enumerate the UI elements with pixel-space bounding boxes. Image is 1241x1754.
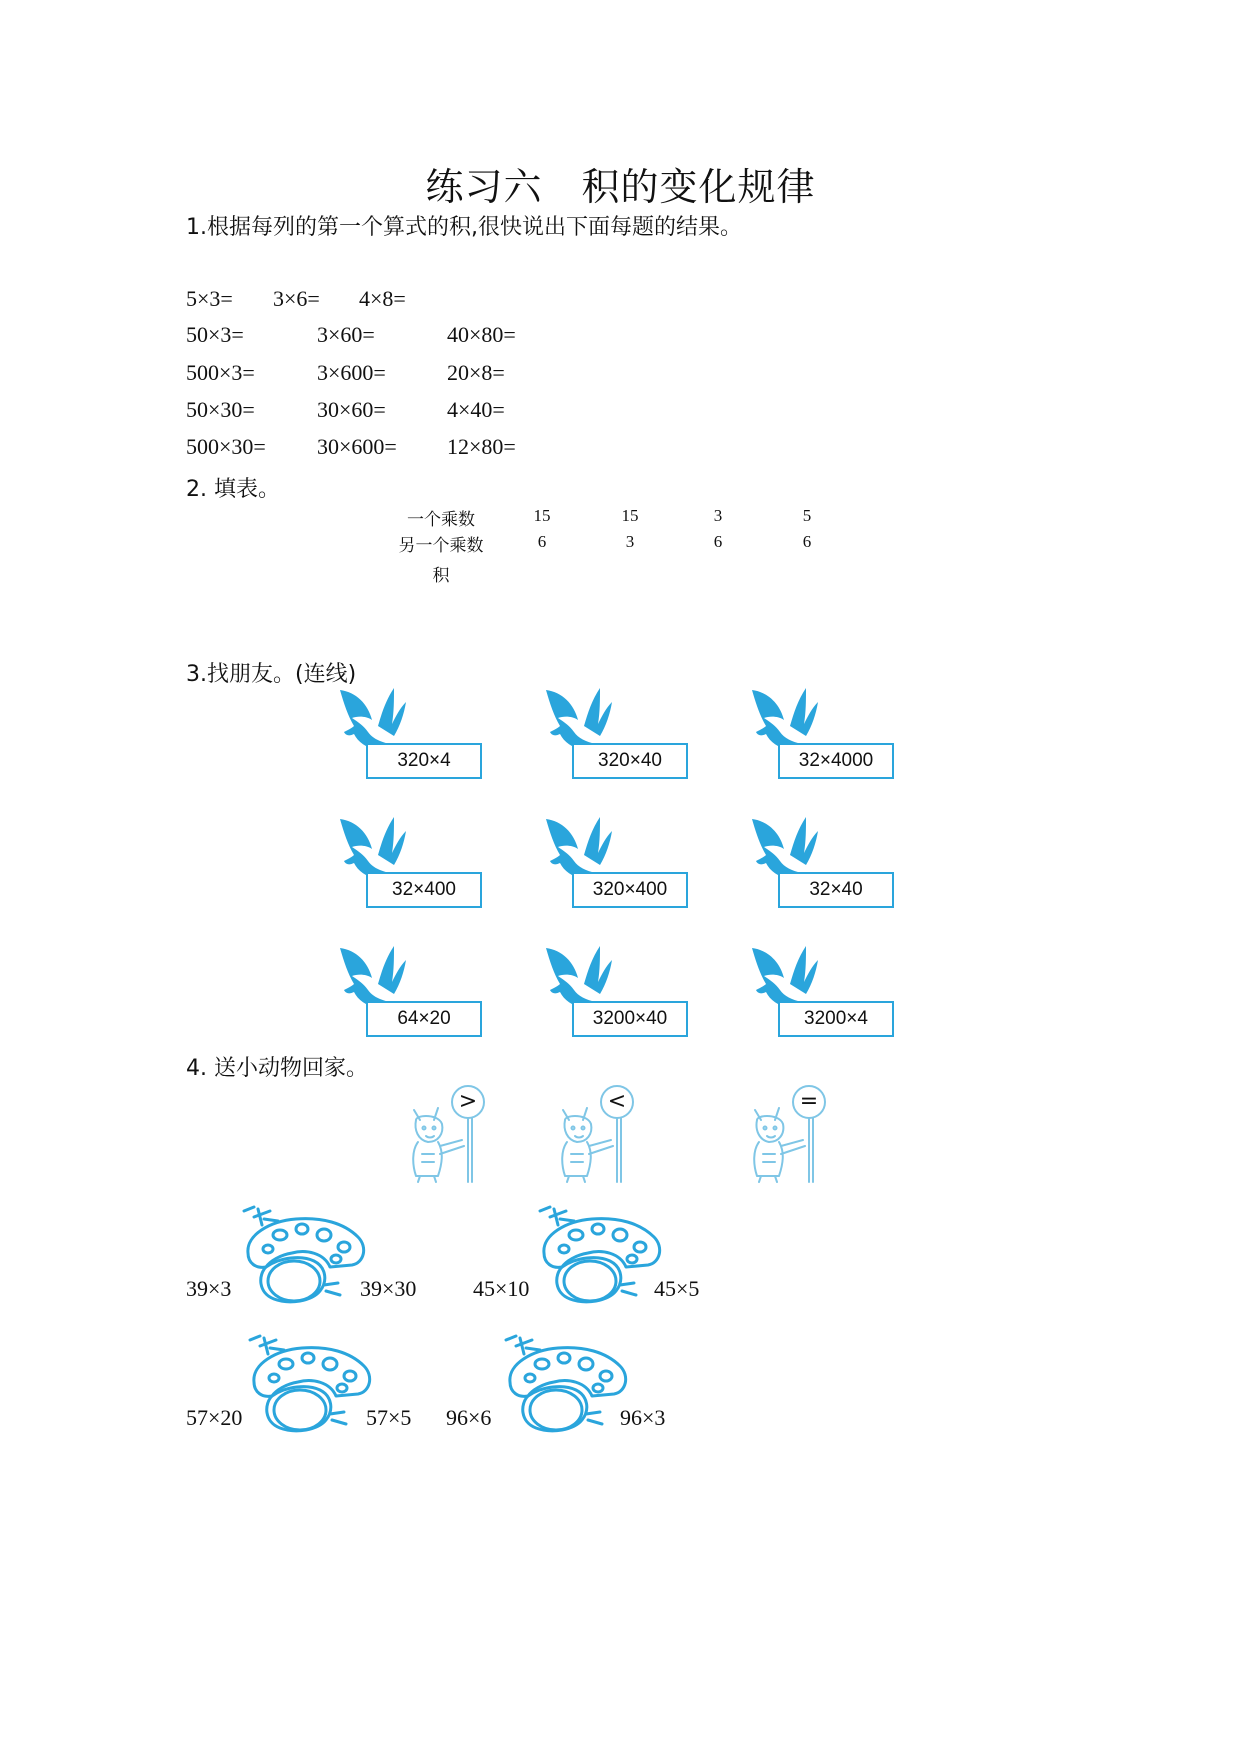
animal-with-sign[interactable] xyxy=(553,1084,643,1184)
table-row-label: 积 xyxy=(432,566,450,586)
table-cell: 15 xyxy=(621,506,639,525)
table-cell: 5 xyxy=(802,506,812,525)
table-row-label: 另一个乘数 xyxy=(398,536,484,556)
q1-equation: 50×3= xyxy=(186,322,244,347)
mushroom-house-icon[interactable] xyxy=(502,1334,630,1434)
house-right-expression: 45×5 xyxy=(654,1276,700,1301)
table-row-label: 一个乘数 xyxy=(407,510,475,530)
animal-with-sign[interactable] xyxy=(404,1084,494,1184)
q1-equation: 3×6= xyxy=(273,286,320,311)
q1-equation: 20×8= xyxy=(447,360,505,385)
expression-box[interactable]: 32×40 xyxy=(778,872,894,908)
q1-equation: 30×600= xyxy=(317,434,397,459)
table-cell: 3 xyxy=(713,506,723,525)
mushroom-house-icon[interactable] xyxy=(536,1205,664,1305)
expression-box[interactable]: 320×4 xyxy=(366,743,482,779)
house-left-expression: 45×10 xyxy=(473,1276,530,1301)
sign-symbol: = xyxy=(799,1089,819,1114)
table-cell: 3 xyxy=(625,532,635,551)
house-left-expression: 57×20 xyxy=(186,1405,243,1430)
house-left-expression: 39×3 xyxy=(186,1276,232,1301)
sign-symbol: > xyxy=(458,1089,478,1114)
q1-equation: 40×80= xyxy=(447,322,516,347)
q1-equation: 5×3= xyxy=(186,286,233,311)
expression-box[interactable]: 3200×40 xyxy=(572,1001,688,1037)
house-left-expression: 96×6 xyxy=(446,1405,492,1430)
q1-equation: 3×60= xyxy=(317,322,375,347)
q1-equation: 4×40= xyxy=(447,397,505,422)
q1-heading: 1.根据每列的第一个算式的积,很快说出下面每题的结果。 xyxy=(186,215,742,240)
expression-box[interactable]: 320×40 xyxy=(572,743,688,779)
house-right-expression: 96×3 xyxy=(620,1405,666,1430)
q4-heading: 4. 送小动物回家。 xyxy=(186,1056,368,1081)
expression-box[interactable]: 32×4000 xyxy=(778,743,894,779)
q1-equation: 3×600= xyxy=(317,360,386,385)
expression-box[interactable]: 32×400 xyxy=(366,872,482,908)
mushroom-house-icon[interactable] xyxy=(240,1205,368,1305)
q1-equation: 500×30= xyxy=(186,434,266,459)
animal-icon xyxy=(745,1084,835,1184)
expression-box[interactable]: 3200×4 xyxy=(778,1001,894,1037)
house-right-expression: 57×5 xyxy=(366,1405,412,1430)
q1-equation: 500×3= xyxy=(186,360,255,385)
table-cell: 6 xyxy=(802,532,812,551)
q1-equation: 50×30= xyxy=(186,397,255,422)
q2-heading: 2. 填表。 xyxy=(186,477,280,502)
page-title: 练习六 积的变化规律 xyxy=(425,165,816,209)
table-cell: 6 xyxy=(537,532,547,551)
animal-with-sign[interactable] xyxy=(745,1084,835,1184)
table-cell: 6 xyxy=(713,532,723,551)
expression-box[interactable]: 64×20 xyxy=(366,1001,482,1037)
q1-equation: 4×8= xyxy=(359,286,406,311)
animal-icon xyxy=(404,1084,494,1184)
expression-box[interactable]: 320×400 xyxy=(572,872,688,908)
q1-equation: 12×80= xyxy=(447,434,516,459)
mushroom-house-icon[interactable] xyxy=(246,1334,374,1434)
q1-equation: 30×60= xyxy=(317,397,386,422)
animal-icon xyxy=(553,1084,643,1184)
table-cell: 15 xyxy=(533,506,551,525)
house-right-expression: 39×30 xyxy=(360,1276,417,1301)
q3-heading: 3.找朋友。(连线) xyxy=(186,662,357,687)
sign-symbol: < xyxy=(607,1089,627,1114)
